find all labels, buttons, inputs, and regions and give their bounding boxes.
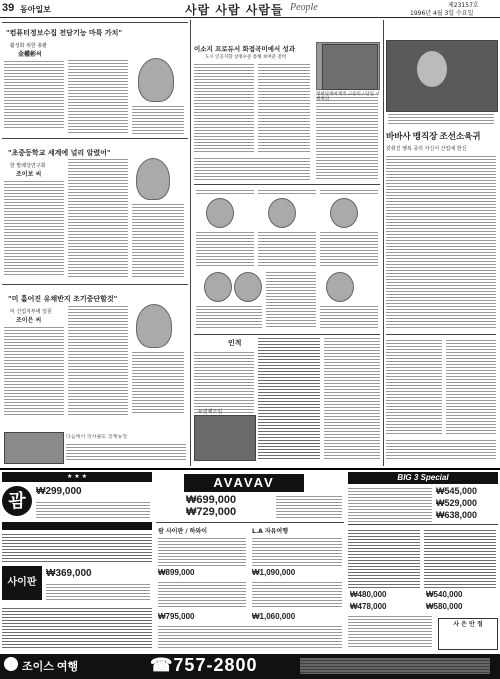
ad-mid-lines-6 — [158, 624, 342, 648]
right-sub-b — [446, 338, 496, 434]
ad-right-lines-2 — [348, 528, 420, 588]
story1-headline: "컴퓨터정보수집 전담기능 마륙 가치" — [6, 29, 123, 37]
ad-brand-right: BIG 3 Special — [348, 472, 498, 484]
ad-left-bar — [2, 522, 152, 530]
obit-body-c — [324, 336, 380, 460]
ad-price-big-1: ₩699,000 — [186, 494, 237, 506]
story1-subhead: 활성화 위한 총괄 — [10, 43, 47, 49]
story2-body-b — [68, 157, 128, 277]
middle-body-c — [194, 156, 310, 180]
travel-ad — [0, 468, 500, 679]
ad-bottom-bar — [0, 654, 500, 679]
story1-name: 金權彬씨 — [18, 51, 42, 58]
caption-text: 다음에이 의사불도 강제동정 — [66, 434, 128, 440]
ad-left-lines-4 — [2, 606, 152, 648]
story3-body-c — [132, 350, 184, 415]
ad-section-right-3: ₩478,000 — [350, 602, 387, 611]
ad-section-mid-5: ₩795,000 — [158, 612, 195, 621]
portrait-4 — [204, 272, 232, 302]
col-rule-2 — [383, 20, 384, 466]
portrait-3 — [330, 198, 358, 228]
portrait-5 — [234, 272, 262, 302]
ad-section-mid-4: ₩1,090,000 — [252, 568, 296, 577]
portrait-6 — [326, 272, 354, 302]
ad-bottom-lines — [300, 658, 490, 674]
story1-body-b — [68, 58, 128, 134]
right-mid-photo — [322, 44, 378, 90]
story1-photo — [138, 58, 174, 102]
ad-mid-lines-2 — [158, 536, 246, 566]
obit-caption: 두번째모임 — [198, 409, 223, 415]
ad-right-lines-1 — [348, 486, 432, 522]
page-number: 39 — [2, 2, 15, 14]
portrait-2 — [268, 198, 296, 228]
ad-right — [348, 472, 498, 650]
issue-number: 제23157호 — [448, 2, 479, 9]
story3-body-b — [68, 304, 128, 415]
obit-photo — [194, 415, 256, 461]
middle-body-b — [258, 62, 310, 154]
ad-mid-lines-3 — [252, 536, 342, 566]
story2-body-c — [132, 202, 184, 277]
left-column — [2, 22, 188, 432]
ad-price-r1: ₩545,000 — [436, 486, 478, 496]
ad-mid-lines-5 — [252, 580, 342, 608]
page-header — [0, 0, 500, 18]
right-body — [386, 154, 496, 330]
ad-section-right-2: ₩540,000 — [426, 590, 463, 599]
story3-body-a — [4, 325, 64, 415]
ad-section-mid-3: ₩899,000 — [158, 568, 195, 577]
story1-body-c — [132, 104, 184, 134]
obit-body-b — [258, 336, 320, 460]
story2-headline: "초중등학교 세계에 널리 알렸어" — [8, 149, 111, 157]
story2-name: 조이보 씨 — [16, 171, 42, 178]
ad-price-r3: ₩638,000 — [436, 510, 478, 520]
portrait-grid — [196, 188, 380, 268]
ad-brand: 조이스 여행 — [22, 661, 79, 673]
ad-section-right-1: ₩480,000 — [350, 590, 387, 599]
story3-headline: "미 흩어진 유채반지 조기중단할것" — [8, 295, 118, 303]
caption-lines — [66, 442, 186, 460]
ad-mid-lines-4 — [158, 580, 246, 608]
right-photo-caption — [388, 112, 494, 126]
ad-section-mid-2: L.A 자유여행 — [252, 528, 289, 535]
ad-banner-middle: AVAVAV — [184, 474, 304, 492]
story1-body-a — [4, 59, 64, 129]
ad-left — [2, 472, 152, 650]
ad-section-right-5: 사 은 안 정 — [438, 618, 498, 650]
issue-date: 1996년 4월 3일 수요일 — [410, 10, 474, 17]
middle-body-a — [194, 62, 254, 154]
right-sub-c — [386, 438, 496, 460]
ad-right-lines-3 — [424, 528, 496, 588]
ad-tag-left-1: 괌 — [2, 486, 32, 516]
right-lead: 갖춰진 행복 증의 자신서 산업에 헌신 — [386, 146, 467, 152]
middle-subhead: 도시 인공지향 상정수준 통해 보여준 전력 — [205, 55, 287, 60]
story2-subhead: 한 발레당연구회 — [10, 163, 46, 169]
right-mid-caption: 정판단계여계적 고문의 / 단일 시책위의 — [316, 92, 380, 102]
ad-section-right-4: ₩580,000 — [426, 602, 463, 611]
ad-left-lines-3 — [46, 582, 150, 602]
obit-title: 인적 — [228, 339, 242, 347]
ad-price-left-2: ₩369,000 — [46, 568, 92, 579]
ad-section-mid-1: 괌 사이판 / 하와이 — [158, 528, 208, 535]
right-headline: 바바사 맹직장 조선소육귀 — [386, 131, 481, 141]
story2-photo — [136, 158, 170, 200]
portrait-grid-2 — [196, 270, 380, 330]
story3-subhead: 미 신업자부에 일원 — [10, 309, 52, 315]
ad-left-banner: ★ ★ ★ — [2, 472, 152, 482]
ad-logo-icon — [4, 657, 18, 671]
ad-tag-left-2: 사이판 — [2, 566, 42, 600]
middle-body-d — [316, 92, 378, 180]
group-photo — [4, 432, 64, 464]
right-photo — [386, 40, 498, 112]
paper-name: 동아일보 — [20, 5, 51, 14]
ad-left-lines-1 — [36, 500, 150, 518]
story3-photo — [136, 304, 172, 348]
col-rule-1 — [190, 20, 191, 466]
right-sub-a — [386, 338, 442, 434]
middle-headline: 이소지 프로듀서 화접곡미에서 성과 — [194, 45, 295, 53]
portrait-1 — [206, 198, 234, 228]
ad-right-lines-4 — [348, 614, 432, 648]
story3-name: 조이은 씨 — [16, 317, 42, 324]
ad-phone: ☎757-2800 — [150, 655, 258, 675]
ad-price-r2: ₩529,000 — [436, 498, 478, 508]
ad-middle — [156, 472, 344, 650]
ad-left-lines-2 — [2, 532, 152, 562]
section-title-en: People — [290, 2, 318, 13]
ad-price-left-1: ₩299,000 — [36, 486, 82, 497]
right-photo-face — [417, 51, 447, 87]
ad-price-big-2: ₩729,000 — [186, 506, 237, 518]
story2-body-a — [4, 179, 64, 277]
ad-section-mid-6: ₩1,060,000 — [252, 612, 296, 621]
section-title: 사람 사람 사람들 — [185, 3, 284, 17]
ad-mid-lines-1 — [276, 494, 342, 518]
